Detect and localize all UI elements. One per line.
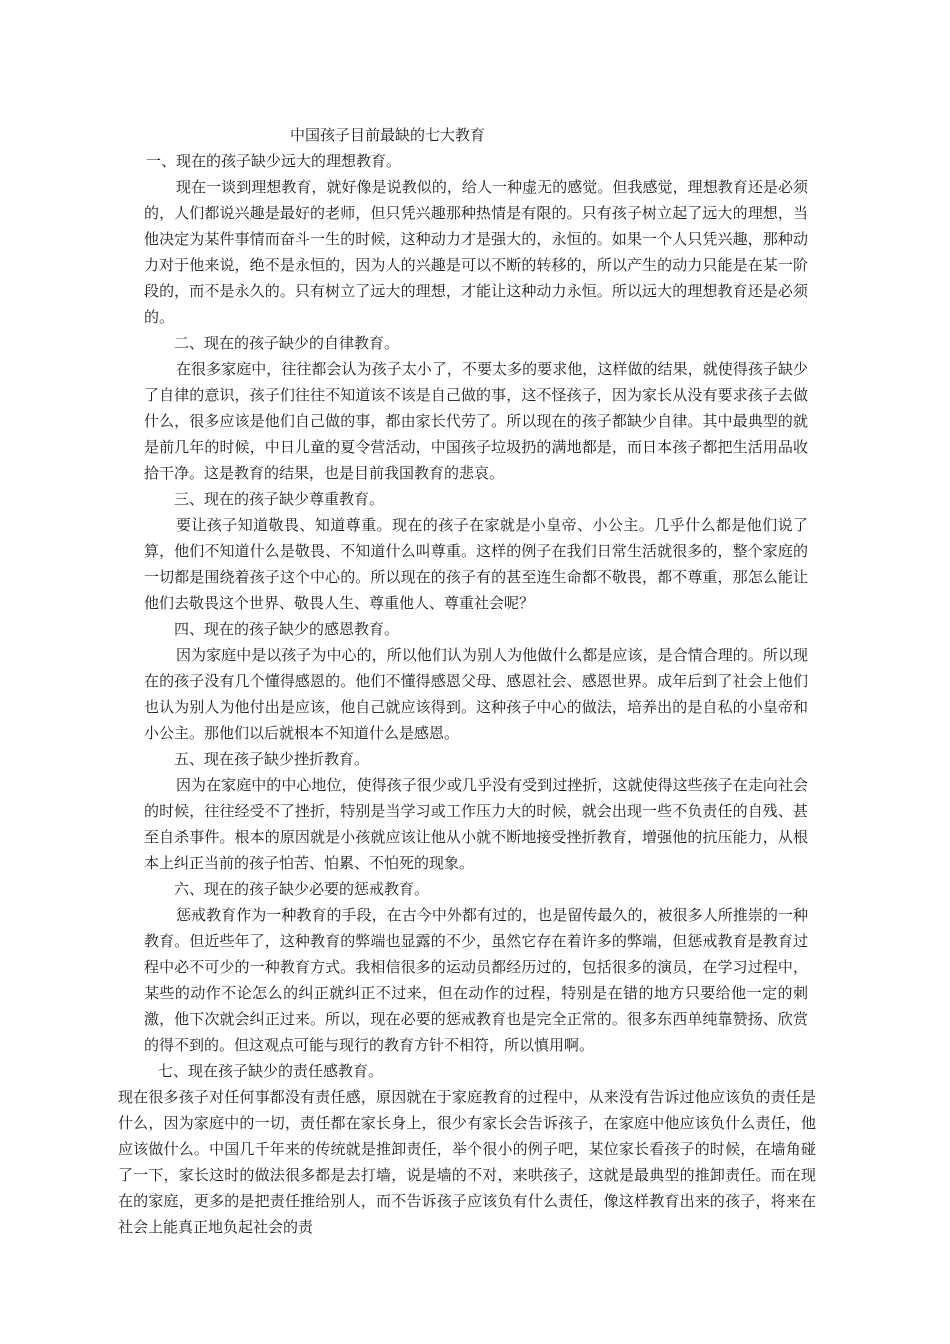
section-7	[118, 1058, 816, 1240]
section-body: 现在很多孩子对任何事都没有责任感，原因就在于家庭教育的过程中，从来没有告诉过他应该负的责任是什么，因为家庭中的一切，责任都在家长身上，很少有家长会告诉孩子，在家庭中他应该负什么责任，他应该做什么。中国几千年来的传统就是推卸责任，举个很小的例子吧，某位家长看孩子的时候，在墙角碰了一下，家长这时的做法很多都是去打墙，说是墙的不对，来哄孩子，这就是最典型的推卸责任。而在现在的家庭，更多的是把责任推给别人，而不告诉孩子应该负有什么责任，像这样教育出来的孩子，将来在社会上能真正地负起社会的责	[118, 1088, 816, 1236]
section-2	[144, 330, 808, 486]
section-body: 因为家庭中是以孩子为中心的，所以他们认为别人为他做什么都是应该，是合情合理的。所以现在的孩子没有几个懂得感恩的。他们不懂得感恩父母、感恩社会、感恩世界。成年后到了社会上他们也认为别人为他付出是应该，他自己就应该得到。这种孩子中心的做法，培养出的是自私的小皇帝和小公主。那他们以后就根本不知道什么是感恩。	[144, 646, 808, 742]
section-4	[144, 616, 808, 746]
section-body: 要让孩子知道敬畏、知道尊重。现在的孩子在家就是小皇帝、小公主。几乎什么都是他们说了算，他们不知道什么是敬畏、不知道什么叫尊重。这样的例子在我们日常生活就很多的，整个家庭的一切都是围绕着孩子这个中心的。所以现在的孩子有的甚至连生命都不敬畏，都不尊重，那怎么能让他们去敬畏这个世界、敬畏人生、尊重他人、尊重社会呢？	[144, 516, 808, 612]
section-heading: 六、现在的孩子缺少必要的惩戒教育。	[174, 880, 430, 898]
document-page	[118, 122, 816, 1240]
section-6	[144, 876, 808, 1058]
section-heading: 七、现在孩子缺少的责任感教育。	[158, 1062, 384, 1080]
section-heading: 一、现在的孩子缺少远大的理想教育。	[146, 152, 402, 170]
section-heading: 五、现在孩子缺少挫折教育。	[174, 750, 370, 768]
section-body: 因为在家庭中的中心地位，使得孩子很少或几乎没有受到过挫折，这就使得这些孩子在走向社会的时候，往往经受不了挫折，特别是当学习或工作压力大的时候，就会出现一些不负责任的自残、甚至自杀事件。根本的原因就是小孩就应该让他从小就不断地接受挫折教育，增强他的抗压能力，从根本上纠正当前的孩子怕苦、怕累、不怕死的现象。	[144, 776, 808, 872]
section-1	[144, 148, 808, 330]
document-title: 中国孩子目前最缺的七大教育	[290, 126, 486, 144]
section-body: 惩戒教育作为一种教育的手段，在古今中外都有过的，也是留传最久的，被很多人所推崇的一种教育。但近些年了，这种教育的弊端也显露的不少，虽然它存在着许多的弊端，但惩戒教育是教育过程中必不可少的一种教育方式。我相信很多的运动员都经历过的，包括很多的演员，在学习过程中，某些的动作不论怎么的纠正就纠正不过来，但在动作的过程，特别是在错的地方只要给他一定的刺激，他下次就会纠正过来。所以，现在必要的惩戒教育也是完全正常的。很多东西单纯靠赞扬、欣赏的得不到的。但这观点可能与现行的教育方针不相符，所以慎用啊。	[144, 906, 808, 1054]
section-body: 现在一谈到理想教育，就好像是说教似的，给人一种虚无的感觉。但我感觉，理想教育还是必须的，人们都说兴趣是最好的老师，但只凭兴趣那种热情是有限的。只有孩子树立起了远大的理想，当他决定为某件事情而奋斗一生的时候，这种动力才是强大的，永恒的。如果一个人只凭兴趣，那种动力对于他来说，绝不是永恒的，因为人的兴趣是可以不断的转移的，所以产生的动力只能是在某一阶段的，而不是永久的。只有树立了远大的理想，才能让这种动力永恒。所以远大的理想教育还是必须的。	[144, 178, 808, 326]
section-heading: 四、现在的孩子缺少的感恩教育。	[174, 620, 400, 638]
section-3	[144, 486, 808, 616]
section-heading: 二、现在的孩子缺少的自律教育。	[174, 334, 400, 352]
section-heading: 三、现在的孩子缺少尊重教育。	[174, 490, 385, 508]
section-body: 在很多家庭中，往往都会认为孩子太小了，不要太多的要求他，这样做的结果，就使得孩子缺少了自律的意识，孩子们往往不知道该不该是自己做的事，这不怪孩子，因为家长从没有要求孩子去做什么，很多应该是他们自己做的事，都由家长代劳了。所以现在的孩子都缺少自律。其中最典型的就是前几年的时候，中日儿童的夏令营活动，中国孩子垃圾扔的满地都是，而日本孩子都把生活用品收拾干净。这是教育的结果，也是目前我国教育的悲哀。	[144, 360, 808, 482]
section-5	[144, 746, 808, 876]
